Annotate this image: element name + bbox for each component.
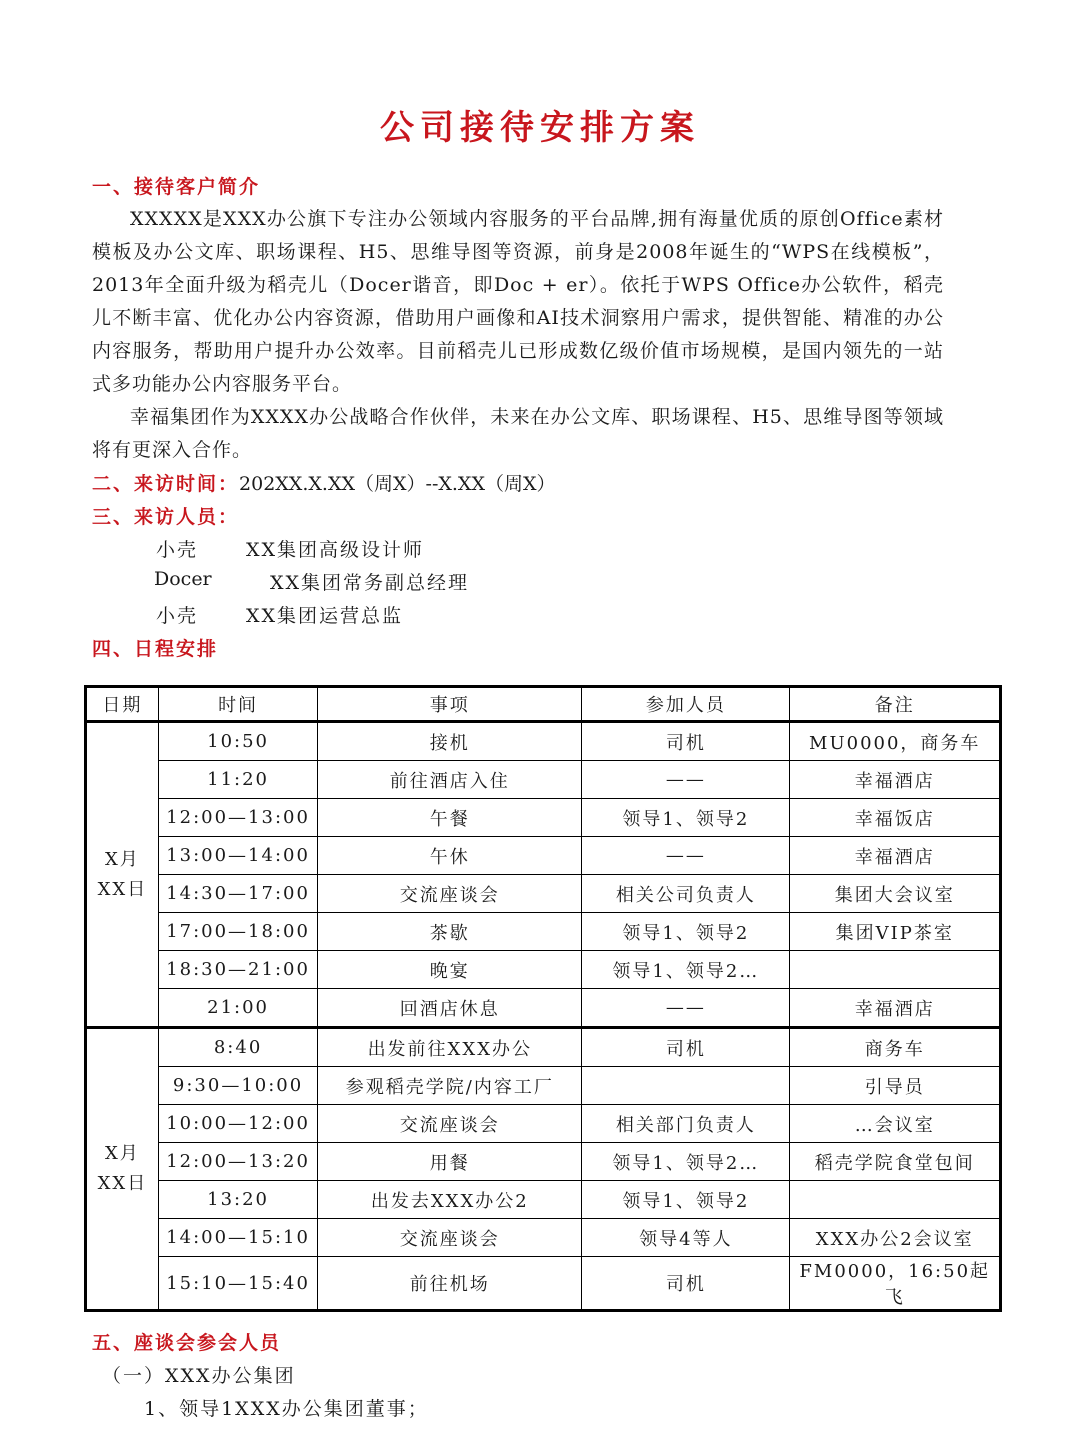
time-cell: 13:20 (158, 1181, 318, 1219)
header-date: 日期 (86, 687, 159, 722)
participants-cell: 领导1、领导2… (582, 1143, 790, 1181)
event-cell: 出发去XXX办公2 (318, 1181, 582, 1219)
event-cell: 晚宴 (318, 951, 582, 989)
event-cell: 午休 (318, 837, 582, 875)
participant-item: 1、领导1XXX办公集团董事； (144, 1398, 429, 1420)
participants-cell: 相关公司负责人 (582, 875, 790, 913)
participants-cell: 领导1、领导2… (582, 951, 790, 989)
table-row (86, 951, 1001, 989)
header-participants: 参加人员 (582, 687, 790, 722)
time-cell: 15:10—15:40 (158, 1257, 318, 1311)
time-cell: 10:00—12:00 (158, 1105, 318, 1143)
event-cell: 参观稻壳学院/内容工厂 (318, 1067, 582, 1105)
event-cell: 午餐 (318, 799, 582, 837)
notes-cell: XXX办公2会议室 (790, 1219, 1001, 1257)
participants-cell: 司机 (582, 1028, 790, 1067)
participants-cell: 司机 (582, 722, 790, 761)
event-cell: 交流座谈会 (318, 1105, 582, 1143)
visitor-role: XX集团运营总监 (246, 605, 404, 627)
section-5-heading: 五、座谈会参会人员 (92, 1332, 282, 1354)
section-2-line (92, 469, 556, 496)
section-3-heading: 三、来访人员： (92, 506, 240, 528)
table-row (86, 799, 1001, 837)
time-cell: 11:20 (158, 761, 318, 799)
header-time: 时间 (158, 687, 318, 722)
notes-cell: 幸福酒店 (790, 989, 1001, 1028)
notes-cell: 幸福饭店 (790, 799, 1001, 837)
participants-cell: 领导4等人 (582, 1219, 790, 1257)
date-month: X月 (104, 848, 140, 870)
participants-cell: 领导1、领导2 (582, 913, 790, 951)
event-cell: 前往机场 (318, 1257, 582, 1311)
participants-cell: 领导1、领导2 (582, 1181, 790, 1219)
visitor-role: XX集团常务副总经理 (270, 572, 470, 594)
table-row (86, 1143, 1001, 1181)
time-cell: 14:30—17:00 (158, 875, 318, 913)
date-month: X月 (104, 1143, 140, 1164)
visit-time-value: 202XX.X.XX（周X）--X.XX（周X） (239, 473, 556, 495)
time-cell: 12:00—13:20 (158, 1143, 318, 1181)
time-cell: 14:00—15:10 (158, 1219, 318, 1257)
table-row (86, 722, 1001, 761)
event-cell: 交流座谈会 (318, 875, 582, 913)
schedule-table (84, 685, 1002, 1312)
event-cell: 茶歇 (318, 913, 582, 951)
notes-cell: MU0000，商务车 (790, 722, 1001, 761)
date-cell (86, 722, 159, 1028)
participants-cell (582, 1067, 790, 1105)
participants-group-heading: （一）XXX办公集团 (102, 1365, 296, 1387)
date-day: XX日 (97, 1173, 148, 1194)
notes-cell: FM0000，16:50起飞 (790, 1257, 1001, 1311)
time-cell: 18:30—21:00 (158, 951, 318, 989)
notes-cell: 幸福酒店 (790, 837, 1001, 875)
header-notes: 备注 (790, 687, 1001, 722)
time-cell: 8:40 (158, 1028, 318, 1067)
section-1-heading: 一、接待客户简介 (92, 176, 261, 198)
notes-cell: 商务车 (790, 1028, 1001, 1067)
participants-cell: —— (582, 837, 790, 875)
table-header-row (86, 687, 1001, 722)
intro-paragraph-2: 幸福集团作为XXXX办公战略合作伙伴，未来在办公文库、职场课程、H5、思维导图等领域将有更深入合作。 (92, 406, 944, 461)
event-cell: 用餐 (318, 1143, 582, 1181)
visitor-name: 小壳 (156, 605, 199, 627)
participants-cell: —— (582, 989, 790, 1028)
participants-cell: —— (582, 761, 790, 799)
date-cell (86, 1028, 159, 1311)
table-row (86, 875, 1001, 913)
time-cell: 13:00—14:00 (158, 837, 318, 875)
time-cell: 10:50 (158, 722, 318, 761)
section-4-heading: 四、日程安排 (92, 638, 219, 660)
notes-cell: 引导员 (790, 1067, 1001, 1105)
table-row (86, 989, 1001, 1028)
time-cell: 21:00 (158, 989, 318, 1028)
table-row (86, 761, 1001, 799)
notes-cell (790, 1181, 1001, 1219)
visitor-role: XX集团高级设计师 (246, 539, 425, 561)
header-event: 事项 (318, 687, 582, 722)
section-2-heading: 二、来访时间： (92, 473, 240, 495)
table-row (86, 913, 1001, 951)
table-row (86, 1067, 1001, 1105)
notes-cell: 集团VIP茶室 (790, 913, 1001, 951)
date-day: XX日 (97, 878, 148, 900)
visitor-name: Docer (154, 568, 212, 590)
time-cell: 9:30—10:00 (158, 1067, 318, 1105)
notes-cell: 幸福酒店 (790, 761, 1001, 799)
notes-cell: …会议室 (790, 1105, 1001, 1143)
table-row (86, 1028, 1001, 1067)
table-row (86, 1219, 1001, 1257)
table-row (86, 1181, 1001, 1219)
time-cell: 17:00—18:00 (158, 913, 318, 951)
notes-cell (790, 951, 1001, 989)
time-cell: 12:00—13:00 (158, 799, 318, 837)
participants-cell: 领导1、领导2 (582, 799, 790, 837)
notes-cell: 集团大会议室 (790, 875, 1001, 913)
table-row (86, 1105, 1001, 1143)
intro-paragraph-1: XXXXX是XXX办公旗下专注办公领域内容服务的平台品牌,拥有海量优质的原创Office素材模板及办公文库、职场课程、H5、思维导图等资源，前身是2008年诞生的“WPS在线模板”，2013年全面升级为稻壳儿（Docer谐音，即Doc + er）。依托于WPS Office办公软件，稻壳儿不断丰富、优化办公内容资源，借助用户画像和AI技术洞察用户需求，提供智能、精准的办公内容服务，帮助用户提升办公效率。目前稻壳儿已形成数亿级价值市场规模，是国内领先的一站式多功能办公内容服务平台。 (92, 208, 944, 395)
event-cell: 回酒店休息 (318, 989, 582, 1028)
table-row (86, 837, 1001, 875)
visitor-name: 小壳 (156, 539, 199, 561)
table-row (86, 1257, 1001, 1311)
event-cell: 接机 (318, 722, 582, 761)
participants-cell: 司机 (582, 1257, 790, 1311)
notes-cell: 稻壳学院食堂包间 (790, 1143, 1001, 1181)
event-cell: 交流座谈会 (318, 1219, 582, 1257)
participants-cell: 相关部门负责人 (582, 1105, 790, 1143)
page-title: 公司接待安排方案 (380, 108, 700, 148)
event-cell: 前往酒店入住 (318, 761, 582, 799)
event-cell: 出发前往XXX办公 (318, 1028, 582, 1067)
